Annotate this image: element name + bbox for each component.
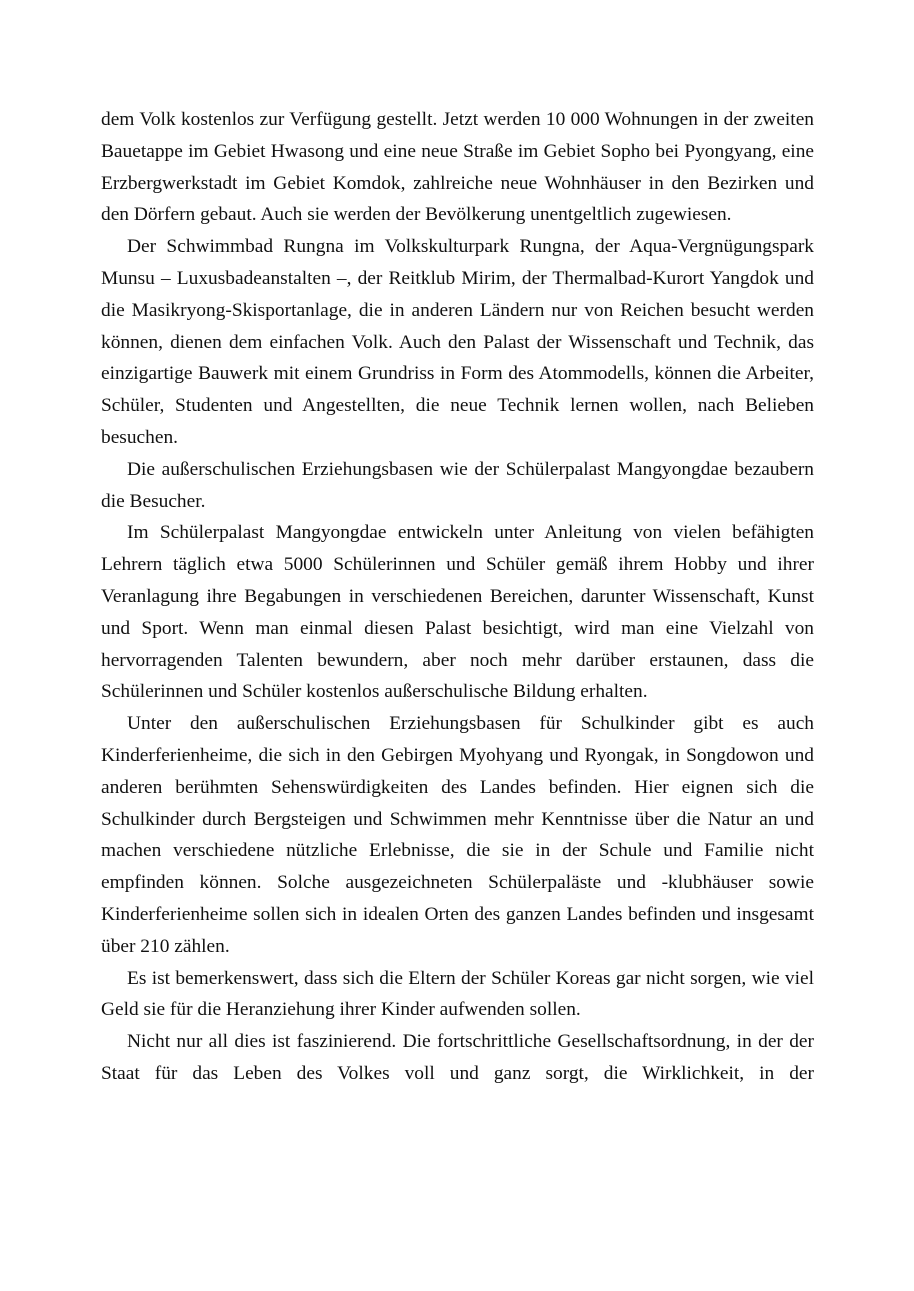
paragraph: Der Schwimmbad Rungna im Volkskulturpark Rungna, der Aqua-Vergnügungspark Munsu – Luxusbadeanstalten –, der Reitklub Mirim, der Thermalbad-Kurort Yangdok und die Masikryong-Skisportanlage, die in anderen Ländern nur von Reichen besucht werden können, dienen dem einfachen Volk. Auch den Palast der Wissenschaft und Technik, das einzigartige Bauwerk mit einem Grundriss in Form des Atommodells, können die Arbeiter, Schüler, Studenten und Angestellten, die neue Technik lernen wollen, nach Belieben besuchen. — [101, 236, 814, 448]
paragraph: Es ist bemerkenswert, dass sich die Eltern der Schüler Koreas gar nicht sorgen, wie viel Geld sie für die Heranziehung ihrer Kinder aufwenden sollen. — [101, 967, 814, 1021]
paragraph-continues: Nicht nur all dies ist faszinierend. Die fortschrittliche Gesellschaftsordnung, in der der Staat für das Leben des Volkes voll und ganz sorgt, die Wirklichkeit, in der — [101, 1031, 814, 1084]
document-page — [101, 104, 814, 1090]
paragraph-continued: dem Volk kostenlos zur Verfügung gestellt. Jetzt werden 10 000 Wohnungen in der zweiten Bauetappe im Gebiet Hwasong und eine neue Straße im Gebiet Sopho bei Pyongyang, eine Erzbergwerkstadt im Gebiet Komdok, zahlreiche neue Wohnhäuser in den Bezirken und den Dörfern gebaut. Auch sie werden der Bevölkerung unentgeltlich zugewiesen. — [101, 109, 814, 226]
paragraph: Die außerschulischen Erziehungsbasen wie der Schülerpalast Mangyongdae bezaubern die Besucher. — [101, 458, 814, 512]
paragraph: Im Schülerpalast Mangyongdae entwickeln unter Anleitung von vielen befähigten Lehrern täglich etwa 5000 Schülerinnen und Schüler gemäß ihrem Hobby und ihrer Veranlagung ihre Begabungen in verschiedenen Bereichen, darunter Wissenschaft, Kunst und Sport. Wenn man einmal diesen Palast besichtigt, wird man eine Vielzahl von hervorragenden Talenten bewundern, aber noch mehr darüber erstaunen, dass die Schülerinnen und Schüler kostenlos außerschulische Bildung erhalten. — [101, 522, 814, 703]
paragraph: Unter den außerschulischen Erziehungsbasen für Schulkinder gibt es auch Kinderferienheime, die sich in den Gebirgen Myohyang und Ryongak, in Songdowon und anderen berühmten Sehenswürdigkeiten des Landes befinden. Hier eignen sich die Schulkinder durch Bergsteigen und Schwimmen mehr Kenntnisse über die Natur an und machen verschiedene nützliche Erlebnisse, die sie in der Schule und Familie nicht empfinden können. Solche ausgezeichneten Schülerpaläste und -klubhäuser sowie Kinderferienheime sollen sich in idealen Orten des ganzen Landes befinden und insgesamt über 210 zählen. — [101, 713, 814, 957]
